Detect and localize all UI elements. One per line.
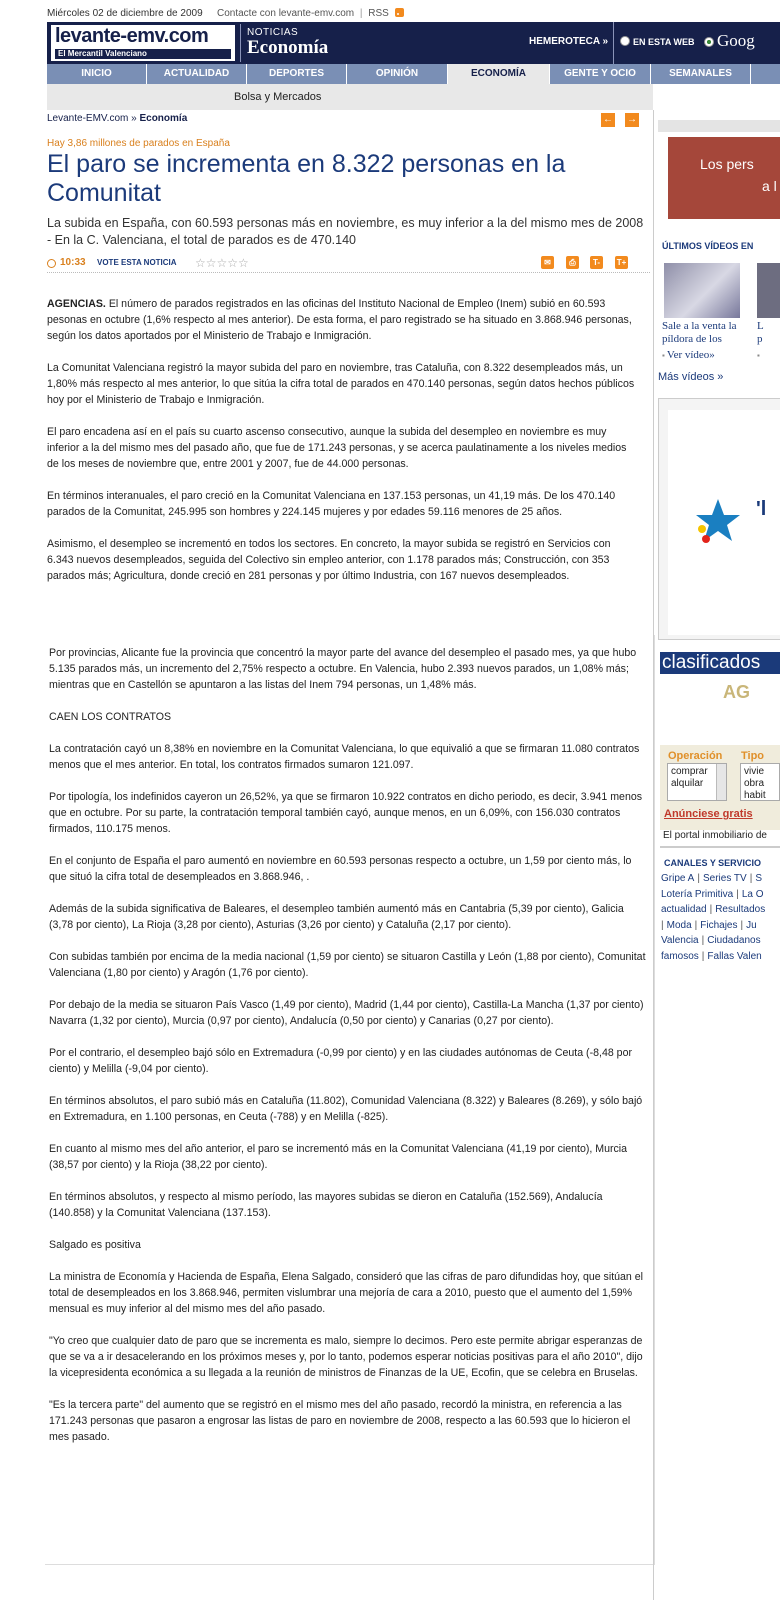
anunciese-link[interactable]: Anúnciese gratis xyxy=(664,808,753,820)
tipo-select[interactable]: vivie obra habit xyxy=(740,763,780,801)
ad-text-line2: a l xyxy=(762,178,777,194)
canal-link[interactable]: Lotería Primitiva xyxy=(661,888,734,900)
article-paragraph: En cuanto al mismo mes del año anterior, el paro se incrementó más en la Comunitat Valenciana (41,19 por ciento), Murcia (38,57 por ciento) y la Rioja (38,22 por ciento). xyxy=(49,1143,628,1171)
next-arrow-icon[interactable]: → xyxy=(627,114,637,125)
canales-title: CANALES Y SERVICIO xyxy=(664,858,762,868)
canal-link[interactable]: Resultados xyxy=(715,904,766,915)
canal-link[interactable]: Ciudadanos xyxy=(707,935,761,946)
canal-link[interactable]: Ju xyxy=(746,919,757,931)
canal-link[interactable]: La O xyxy=(741,888,764,900)
clasificados-banner[interactable]: clasificados xyxy=(660,652,780,674)
ver-video-link[interactable]: ▪ Ver vídeo» xyxy=(662,349,715,361)
lead-source: AGENCIAS. xyxy=(47,298,106,310)
logo-name: levante-emv.com xyxy=(55,25,209,47)
tab-economia[interactable]: ECONOMÍA xyxy=(448,64,550,84)
operacion-select[interactable]: comprar alquilar xyxy=(667,763,727,801)
rating-stars[interactable]: ☆☆☆☆☆ xyxy=(195,256,249,270)
main-nav xyxy=(47,64,780,84)
article-paragraph: Con subidas también por encima de la media nacional (1,59 por ciento) se situaron Castilla y León (1,88 por ciento), Comunitat Valenciana (1,80 por ciento) y Aragón (1,76 por ciento). xyxy=(49,951,646,979)
video-thumbnail[interactable] xyxy=(664,263,740,318)
sidebar-ad-banner[interactable] xyxy=(668,137,780,219)
canales-list: Gripe A | Series TV | S Lotería Primitiva | La O actualidad | Resultados | Moda | Fichajes | Ju Valencia | Ciudadanos famosos | Fallas Valen xyxy=(661,873,766,962)
clock-icon xyxy=(47,259,56,268)
article-paragraph: "Yo creo que cualquier dato de paro que se incrementa es malo, siempre lo decimos. Pero este permite abrigar esperanzas de que se va a ir desacelerando en los próximos meses y, por lo tanto, podemos esperar noticias positivas para el año 2010", dijo la vicepresidenta económica a su llegada a la reunión de ministros de Finanzas de la UE, Ecofin, que se celebra en Bruselas. xyxy=(49,1335,643,1379)
article-paragraph: Asimismo, el desempleo se incrementó en todos los sectores. En concreto, la mayor subida se registró en Servicios con 6.343 nuevos desempleados, seguida del Colectivo sin empleo anterior, con 1.178 parados más; Construcción, con 353 parados más; Agricultura, donde creció en 281 personas y por último Industria, con 167 nuevos desempleados. xyxy=(47,538,611,582)
canal-link[interactable]: Moda xyxy=(666,919,692,931)
search-scope-web[interactable] xyxy=(620,36,695,47)
ad-text-line1: Los pers xyxy=(700,156,754,172)
article-paragraph: Por debajo de la media se situaron País Vasco (1,49 por ciento), Madrid (1,44 por ciento), Castilla-La Mancha (1,37 por ciento) Navarra (1,32 por ciento), Murcia (0,97 por ciento), Andalucía (0,50 por ciento) y Canarias (0,27 por ciento). xyxy=(49,999,644,1027)
play-icon: ▪ xyxy=(662,351,667,360)
sub-nav xyxy=(47,84,653,110)
top-bar: Miércoles 02 de diciembre de 2009 Contacte con levante-emv.com | RSS xyxy=(47,8,404,19)
section-small-label: NOTICIAS xyxy=(247,27,299,38)
publish-time: 10:33 xyxy=(60,257,86,268)
article-paragraph: El paro encadena así en el país su cuarto ascenso consecutivo, aunque la subida del desempleo en noviembre es muy inferior a la del mismo mes del pasado año, que fue de 171.243 personas, y se acerca paulatinamente a los niveles medios de los meses de noviembre que, entre 2001 y 2007, fue de 44.000 personas. xyxy=(47,426,627,470)
article-subheading: Salgado es positiva xyxy=(49,1239,141,1251)
video-caption[interactable]: Sale a la venta la píldora de los xyxy=(662,320,737,345)
tipo-label: Tipo xyxy=(741,750,765,762)
prev-arrow-icon[interactable]: ← xyxy=(603,114,613,125)
tab-deportes[interactable]: DEPORTES xyxy=(247,64,347,84)
canal-link[interactable]: famosos xyxy=(661,950,699,962)
tab-opinion[interactable]: OPINIÓN xyxy=(347,64,448,84)
site-logo[interactable] xyxy=(51,25,235,61)
article-paragraph: Por tipología, los indefinidos cayeron un 26,52%, ya que se firmaron 10.922 contratos en dicho periodo, es decir, 3.941 menos que en octubre. Por su parte, la contratación temporal también cayó, aunque menos, en un 6,09%, con 156.030 contratos firmados, 110.175 menos. xyxy=(49,791,643,835)
date-text: Miércoles 02 de diciembre de 2009 xyxy=(47,8,203,19)
article-paragraph: AGENCIAS. El número de parados registrados en las oficinas del Instituto Nacional de Empleo (Inem) subió en 60.593 pesonas en octubre (1,6% respecto al mes anterior). De esta forma, el paro registrado se ha situado en 3.868.946 personas, según los datos aportados por el Ministerio de Trabajo e Inmigración. xyxy=(47,298,632,342)
more-videos-link[interactable]: Más vídeos » xyxy=(658,371,724,383)
print-icon[interactable]: ⎙ xyxy=(566,256,579,269)
tab-inicio[interactable]: INICIO xyxy=(47,64,147,84)
play-icon-2[interactable]: ▪ xyxy=(757,351,760,360)
article-paragraph: En el conjunto de España el paro aumentó en noviembre en 60.593 personas respecto a octubre, un 1,59 por ciento más, lo que situó la cifra total de desempleados en 3.868.946, . xyxy=(49,855,632,883)
article-kicker: Hay 3,86 millones de parados en España xyxy=(47,138,230,149)
article-paragraph: La Comunitat Valenciana registró la mayor subida del paro en noviembre, tras Cataluña, con 8.322 desempleados más, un 1,80% más respecto al mes anterior, lo que sitúa la cifra total de parados en 470.140 personas, según datos hechos públicos hoy por el Ministerio de Trabajo e Inmigración. xyxy=(47,362,635,406)
text-larger-icon[interactable]: T+ xyxy=(616,258,627,267)
portal-inmobiliario-text: El portal inmobiliario de xyxy=(663,830,767,841)
breadcrumb-section[interactable]: Economía xyxy=(139,113,188,124)
rss-icon[interactable] xyxy=(395,8,404,17)
article-paragraph: En términos absolutos, el paro subió más en Cataluña (11.802), Comunidad Valenciana (8.322) y Baleares (8.269), y sólo bajó en Extremadura, en 1.100 personas, en Ceuta (-788) y en Melilla (-825). xyxy=(49,1095,643,1123)
breadcrumb-sep: » xyxy=(131,113,137,124)
column-divider xyxy=(653,110,654,1600)
scrollbar[interactable] xyxy=(716,764,726,800)
section-title-block xyxy=(240,24,540,62)
article-dek: La subida en España, con 60.593 personas más en noviembre, es muy inferior a la del mismo mes de 2008 - En la C. Valenciana, el total de parados es de 470.140 xyxy=(47,216,644,247)
canal-link[interactable]: S xyxy=(755,873,762,884)
text-smaller-icon[interactable]: T- xyxy=(590,256,603,269)
google-logo: Goog xyxy=(717,31,755,50)
article-meta xyxy=(47,257,650,273)
en-esta-web-label: EN ESTA WEB xyxy=(633,37,695,47)
sidebar-divider xyxy=(660,846,780,848)
tab-semanales[interactable]: SEMANALES xyxy=(651,64,751,84)
radio-en-esta-web[interactable] xyxy=(620,36,630,46)
rss-link[interactable]: RSS xyxy=(368,8,389,19)
logo-subtitle: El Mercantil Valenciano xyxy=(55,49,231,59)
sidebar-top-band xyxy=(658,120,780,132)
video-thumbnail-2[interactable] xyxy=(757,263,780,318)
lacaixa-star-icon xyxy=(688,495,748,545)
clasificados-logo[interactable]: AG xyxy=(723,682,750,702)
search-scope-google[interactable] xyxy=(704,31,755,51)
hemeroteca-link[interactable]: HEMEROTECA » xyxy=(529,36,609,47)
article-subheading: CAEN LOS CONTRATOS xyxy=(49,711,172,723)
article-paragraph: "Es la tercera parte" del aumento que se registró en el mismo mes del año pasado, recordó la ministra, en referencia a las 171.243 personas que pasaron a engrosar las listas de paro en noviembre de 2008, respecto a las 60.593 que lo hicieron el mes pasado. xyxy=(49,1399,631,1443)
subnav-bolsa-link[interactable]: Bolsa y Mercados xyxy=(234,91,322,103)
article-body-part2 xyxy=(49,645,647,1461)
email-icon[interactable]: ✉ xyxy=(541,256,554,269)
video-caption-2[interactable]: L p xyxy=(757,320,764,345)
operacion-label: Operación xyxy=(668,750,723,762)
contact-link[interactable]: Contacte con levante-emv.com xyxy=(217,8,355,19)
lacaixa-text: 'l xyxy=(756,498,767,520)
article-paragraph: La contratación cayó un 8,38% en noviembre en la Comunitat Valenciana, lo que equivalió a que se firmaran 11.080 contratos menos que el mes anterior. En total, los contratos firmados sumaron 121.097. xyxy=(49,743,640,771)
article-paragraph: Por provincias, Alicante fue la provincia que concentró la mayor parte del avance del desempleo el pasado mes, ya que hubo 5.135 parados más, un incremento del 2,75% respecto a octubre. En Valencia, hubo 2.393 nuevos parados, un 1,08% más; mientras que en Castellón se apuntaron a las listas del Inem 794 personas, un 1,48% más. xyxy=(49,647,637,691)
site-header xyxy=(47,22,780,64)
tab-gente-y-ocio[interactable]: GENTE Y OCIO xyxy=(550,64,651,84)
canal-link[interactable]: actualidad xyxy=(661,904,707,915)
article-paragraph: En términos interanuales, el paro creció en la Comunitat Valenciana en 137.153 personas, un 41,19 más. De los 470.140 parados de la Comunitat, 245.995 son hombres y 224.145 mujeres y por edades 59.116 menores de 25 años. xyxy=(47,490,616,518)
tab-actualidad[interactable]: ACTUALIDAD xyxy=(147,64,247,84)
vote-label: VOTE ESTA NOTICIA xyxy=(97,258,177,267)
article-paragraph: Además de la subida significativa de Baleares, el desempleo también aumentó más en Cantabria (5,39 por ciento), Galicia (3,78 por ciento), La Rioja (3,28 por ciento), Asturias (3,26 por ciento) y Cataluña (2,17 por ciento). xyxy=(49,903,624,931)
article-headline: El paro se incrementa en 8.322 personas en la Comunitat xyxy=(47,150,566,207)
canal-link[interactable]: Valencia xyxy=(661,935,699,946)
article-paragraph: En términos absolutos, y respecto al mismo período, las mayores subidas se dieron en Cataluña (152.569), Andalucía (140.858) y la Comunitat Valenciana (137.153). xyxy=(49,1191,603,1219)
breadcrumb-site[interactable]: Levante-EMV.com xyxy=(47,113,129,124)
breadcrumb xyxy=(47,113,187,124)
latest-videos-title: ÚLTIMOS VÍDEOS EN xyxy=(662,241,754,251)
section-title: Economía xyxy=(247,37,329,58)
canal-link[interactable]: Gripe A xyxy=(661,873,695,884)
header-divider xyxy=(613,22,614,64)
canal-link[interactable]: Fichajes xyxy=(700,919,738,931)
article-paragraph: Por el contrario, el desempleo bajó sólo en Extremadura (-0,99 por ciento) y en las ciudades autónomas de Ceuta (-8,48 por ciento) y Melilla (-9,04 por ciento). xyxy=(49,1047,632,1075)
canal-link[interactable]: Fallas Valen xyxy=(707,950,762,962)
radio-google[interactable] xyxy=(704,37,714,47)
canal-link[interactable]: Series TV xyxy=(702,873,747,884)
article-paragraph: La ministra de Economía y Hacienda de España, Elena Salgado, consideró que las cifras de paro difundidas hoy, que sitúan el total de desempleados en los 3.868.946, permiten vislumbrar una mejoría de cara a 2010, puesto que el aumento del 1,59% mensual es muy inferior al del mismo mes del año pasado. xyxy=(49,1271,644,1315)
article-body-part1 xyxy=(47,296,637,600)
